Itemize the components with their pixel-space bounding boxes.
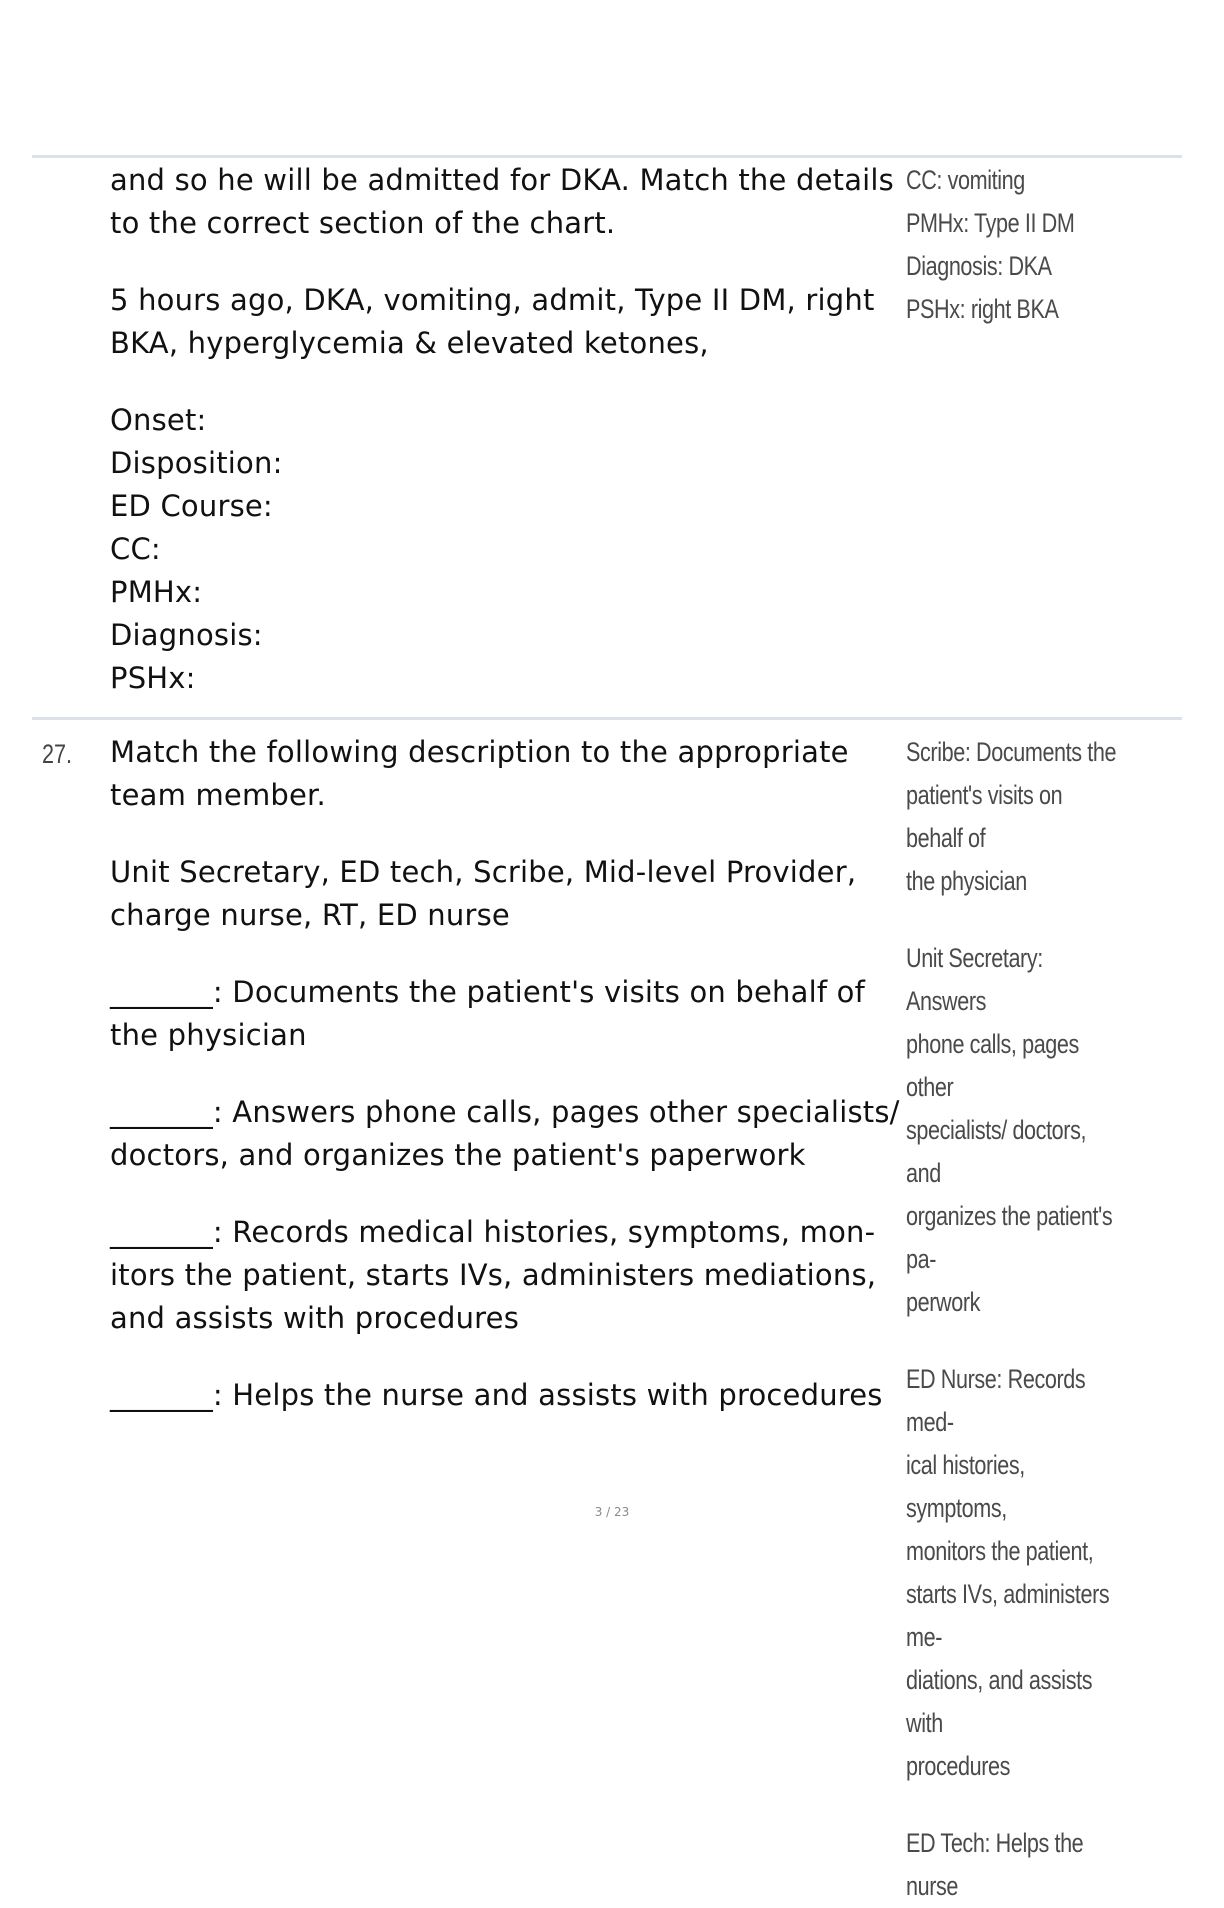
answer-ed-nurse: ED Nurse: Records med- ical histories, symptoms, monitors the patient, starts IVs, administers me- diations, and assists with procedures bbox=[906, 1364, 1110, 1781]
question-27-item-1-line-2: the physician bbox=[110, 1018, 307, 1052]
question-26-intro-line-2: to the correct section of the chart. bbox=[110, 206, 616, 240]
question-27-answer-key bbox=[906, 731, 1122, 1908]
question-27-options-line-1: Unit Secretary, ED tech, Scribe, Mid-level Provider, bbox=[110, 855, 857, 889]
question-26-answer-key bbox=[906, 159, 1122, 331]
question-27-item-2-line-2: doctors, and organizes the patient's paperwork bbox=[110, 1138, 806, 1172]
section-divider-top bbox=[32, 155, 1182, 158]
section-divider-middle bbox=[32, 717, 1182, 720]
answer-cc: CC: vomiting bbox=[906, 165, 1025, 195]
answer-pshx: PSHx: right BKA bbox=[906, 294, 1059, 324]
question-26-body bbox=[110, 159, 900, 700]
answer-pmhx: PMHx: Type II DM bbox=[906, 208, 1075, 238]
chart-field-list bbox=[110, 399, 900, 700]
question-27-item-1-line-1: _______: Documents the patient's visits on behalf of bbox=[110, 975, 866, 1009]
chart-field-diagnosis: Diagnosis: bbox=[110, 618, 263, 652]
question-27-item-2-line-1: _______: Answers phone calls, pages other specialists/ bbox=[110, 1095, 900, 1129]
question-27-options-line-2: charge nurse, RT, ED nurse bbox=[110, 898, 510, 932]
question-27-item-3-line-2: itors the patient, starts IVs, administers mediations, bbox=[110, 1258, 877, 1292]
answer-scribe: Scribe: Documents the patient's visits on behalf of the physician bbox=[906, 737, 1117, 896]
chart-field-pmhx: PMHx: bbox=[110, 575, 203, 609]
question-27-prompt-line-2: team member. bbox=[110, 778, 326, 812]
chart-field-onset: Onset: bbox=[110, 403, 207, 437]
question-27-item-4-line-1: _______: Helps the nurse and assists with procedures bbox=[110, 1378, 883, 1412]
question-26-options-line-1: 5 hours ago, DKA, vomiting, admit, Type II DM, right bbox=[110, 283, 875, 317]
chart-field-pshx: PSHx: bbox=[110, 661, 196, 695]
question-27-body bbox=[110, 731, 900, 1417]
answer-ed-tech: ED Tech: Helps the nurse bbox=[906, 1828, 1084, 1901]
chart-field-disposition: Disposition: bbox=[110, 446, 283, 480]
question-27-item-3-line-1: _______: Records medical histories, symptoms, mon- bbox=[110, 1215, 876, 1249]
chart-field-ed-course: ED Course: bbox=[110, 489, 273, 523]
page-number: 3 / 23 bbox=[594, 1505, 630, 1519]
question-26-intro-line-1: and so he will be admitted for DKA. Match the details bbox=[110, 163, 894, 197]
question-27-item-3-line-3: and assists with procedures bbox=[110, 1301, 520, 1335]
question-27-number: 27. bbox=[42, 739, 73, 769]
question-27-prompt-line-1: Match the following description to the appropriate bbox=[110, 735, 849, 769]
answer-unit-secretary: Unit Secretary: Answers phone calls, pages other specialists/ doctors, and organizes the patient's pa- perwork bbox=[906, 943, 1113, 1317]
chart-field-cc: CC: bbox=[110, 532, 161, 566]
question-26-options-line-2: BKA, hyperglycemia & elevated ketones, bbox=[110, 326, 709, 360]
answer-diagnosis: Diagnosis: DKA bbox=[906, 251, 1052, 281]
